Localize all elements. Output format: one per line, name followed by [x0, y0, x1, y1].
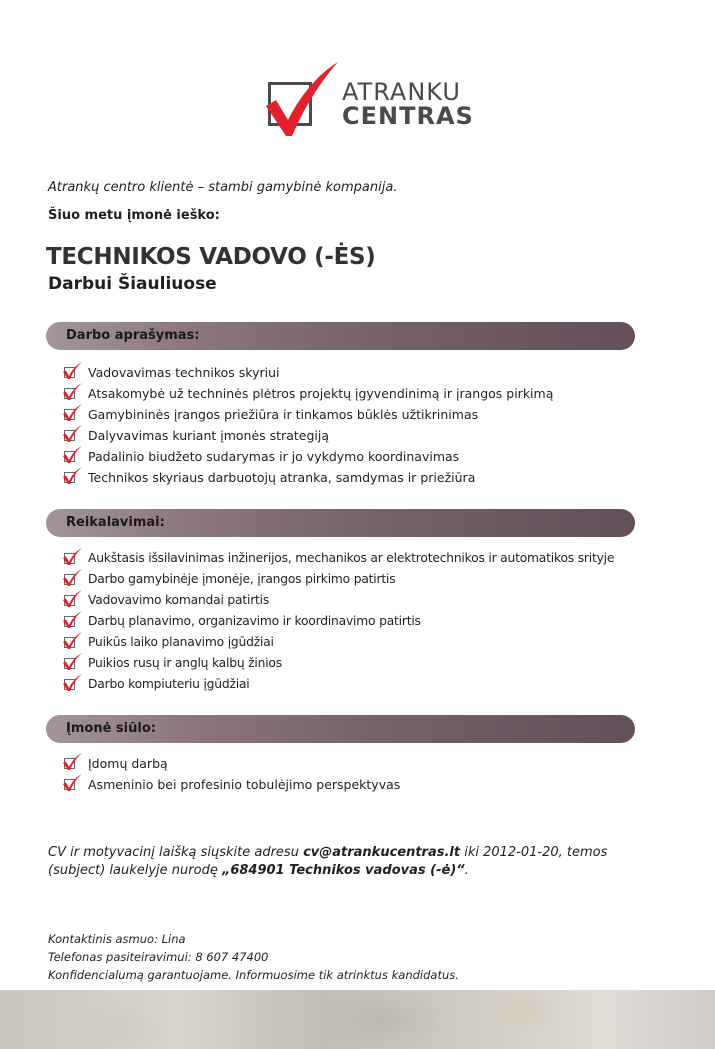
list-item-text: Darbo gamybinėje įmonėje, įrangos pirkimo patirtis — [88, 572, 396, 586]
checkmark-icon — [62, 425, 84, 445]
logo-text-line2: CENTRAS — [342, 102, 474, 130]
list-item-text: Vadovavimo komandai patirtis — [88, 593, 270, 607]
list-item — [62, 383, 553, 404]
list-item — [62, 611, 614, 632]
checkmark-icon — [62, 446, 84, 466]
description-list — [62, 362, 553, 488]
application-text: CV ir motyvacinį laišką siųskite adresu — [48, 845, 304, 860]
list-item — [62, 632, 614, 653]
section-header-requirements — [46, 509, 635, 537]
checkmark-icon — [62, 674, 84, 694]
list-item-text: Darbų planavimo, organizavimo ir koordinavimo patirtis — [88, 614, 421, 628]
list-item — [62, 446, 553, 467]
list-item-text: Asmeninio bei profesinio tobulėjimo perspektyvas — [88, 777, 401, 792]
list-item-text: Aukštasis išsilavinimas inžinerijos, mechanikos ar elektrotechnikos ir automatikos srityje — [88, 551, 615, 565]
list-item — [62, 362, 553, 383]
checkmark-icon — [62, 632, 84, 652]
contact-phone: Telefonas pasiteiravimui: 8 607 47400 — [48, 950, 269, 964]
list-item — [62, 674, 614, 695]
footer-gears-image — [0, 990, 715, 1049]
list-item — [62, 590, 614, 611]
section-header-offers — [46, 715, 635, 743]
application-instructions — [48, 844, 648, 880]
section-heading: Darbo aprašymas: — [66, 328, 200, 343]
list-item-text: Technikos skyriaus darbuotojų atranka, samdymas ir priežiūra — [88, 470, 476, 485]
application-text: iki 2012-01-20, temos (subject) laukelyje nurodę — [48, 845, 608, 878]
list-item — [62, 774, 400, 795]
checkmark-icon — [62, 590, 84, 610]
company-logo — [262, 60, 474, 140]
checkmark-icon — [62, 404, 84, 424]
list-item-text: Atsakomybė už techninės plėtros projektų įgyvendinimą ir įrangos pirkimą — [88, 386, 554, 401]
seeking-label: Šiuo metu įmonė ieško: — [48, 208, 220, 223]
list-item-text: Padalinio biudžeto sudarymas ir jo vykdymo koordinavimas — [88, 449, 460, 464]
client-intro: Atrankų centro klientė – stambi gamybinė kompanija. — [48, 180, 398, 195]
checkmark-icon — [62, 774, 84, 794]
list-item — [62, 653, 614, 674]
list-item-text: Vadovavimas technikos skyriui — [88, 365, 280, 380]
checkmark-icon — [62, 569, 84, 589]
checkmark-icon — [262, 60, 342, 140]
list-item — [62, 467, 553, 488]
application-text: . — [464, 863, 469, 878]
list-item — [62, 569, 614, 590]
list-item-text: Įdomų darbą — [88, 756, 168, 771]
list-item — [62, 425, 553, 446]
checkmark-icon — [62, 653, 84, 673]
list-item-text: Darbo kompiuteriu įgūdžiai — [88, 677, 250, 691]
section-heading: Įmonė siūlo: — [66, 721, 156, 736]
contact-info — [48, 930, 459, 984]
list-item — [62, 753, 400, 774]
offers-list — [62, 753, 400, 795]
list-item — [62, 404, 553, 425]
checkmark-icon — [62, 548, 84, 568]
list-item-text: Dalyvavimas kuriant įmonės strategiją — [88, 428, 329, 443]
checkmark-icon — [62, 753, 84, 773]
list-item-text: Gamybininės įrangos priežiūra ir tinkamos būklės užtikrinimas — [88, 407, 479, 422]
checkmark-icon — [62, 383, 84, 403]
section-header-description — [46, 322, 635, 350]
job-title: TECHNIKOS VADOVO (-ĖS) — [46, 244, 376, 270]
email-link[interactable]: cv@atrankucentras.lt — [303, 845, 461, 860]
job-location: Darbui Šiauliuose — [48, 274, 217, 294]
logo-text-line1: ATRANKU — [342, 78, 461, 106]
checkmark-icon — [62, 467, 84, 487]
confidentiality-note: Konfidencialumą garantuojame. Informuosime tik atrinktus kandidatus. — [48, 968, 459, 982]
list-item-text: Puikios rusų ir anglų kalbų žinios — [88, 656, 282, 670]
list-item — [62, 548, 614, 569]
checkmark-icon — [62, 611, 84, 631]
contact-person: Kontaktinis asmuo: Lina — [48, 932, 186, 946]
checkmark-icon — [62, 362, 84, 382]
section-heading: Reikalavimai: — [66, 515, 165, 530]
subject-line: „684901 Technikos vadovas (-ė)“ — [221, 863, 465, 878]
list-item-text: Puikūs laiko planavimo įgūdžiai — [88, 635, 274, 649]
requirements-list — [62, 548, 614, 695]
